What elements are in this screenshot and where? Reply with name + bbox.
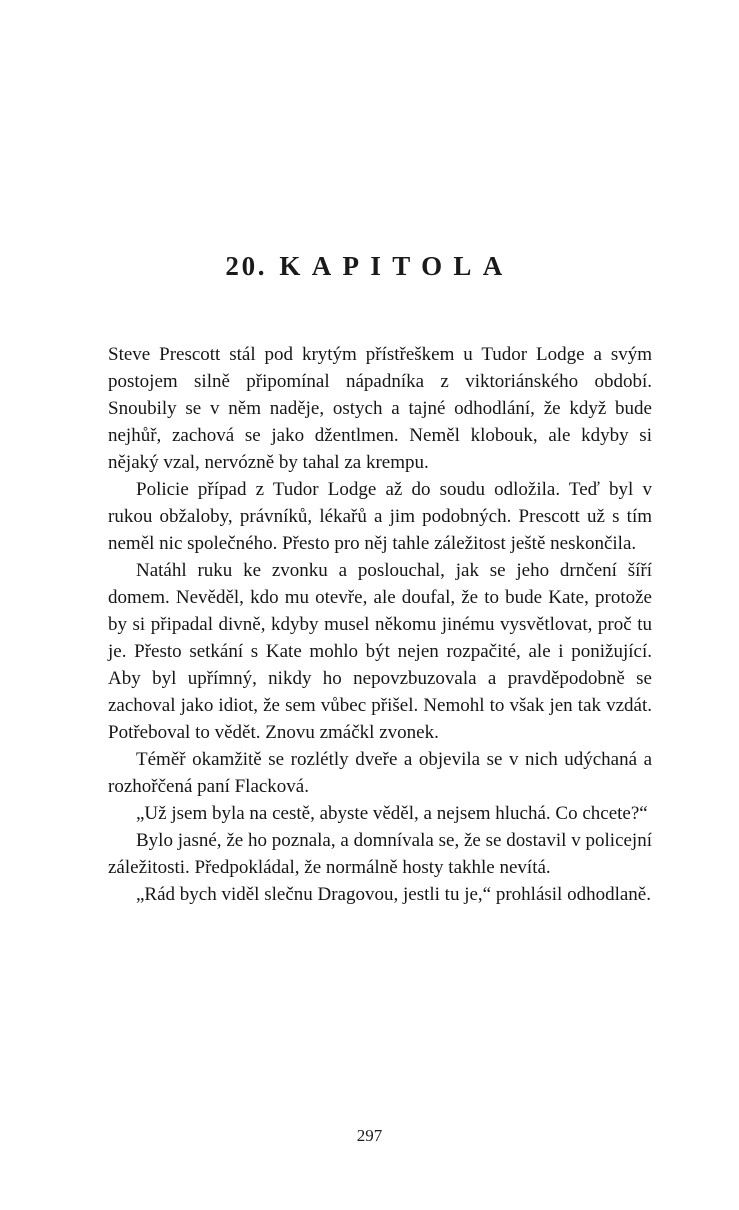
chapter-number: 20. bbox=[225, 251, 268, 281]
paragraph: „Rád bych viděl slečnu Dragovou, jestli tu je,“ prohlásil odhodlaně. bbox=[136, 884, 651, 905]
chapter-title bbox=[0, 251, 739, 282]
body-text bbox=[108, 341, 652, 908]
paragraph: Policie případ z Tudor Lodge až do soudu odložila. Teď byl v rukou obžaloby, právníků, lékařů a jim podobných. Prescott už s tím neměl nic společného. Přesto pro něj tahle záležitost ještě neskončila. bbox=[108, 479, 652, 554]
paragraph: Téměř okamžitě se rozlétly dveře a objevila se v nich udýchaná a rozhořčená paní Flacková. bbox=[108, 749, 652, 797]
paragraph: Steve Prescott stál pod krytým přístřeškem u Tudor Lodge a svým postojem silně připomínal nápadníka z viktoriánského období. Snoubily se v něm naděje, ostych a tajné odhodlání, že když bude nejhůř, zachová se jako džentlmen. Neměl klobouk, ale kdyby si nějaký vzal, nervózně by tahal za krempu. bbox=[108, 344, 652, 473]
chapter-word: KAPITOLA bbox=[279, 251, 514, 281]
paragraph: „Už jsem byla na cestě, abyste věděl, a nejsem hluchá. Co chcete?“ bbox=[136, 803, 648, 824]
paragraph: Natáhl ruku ke zvonku a poslouchal, jak se jeho drnčení šíří domem. Nevěděl, kdo mu otevře, ale doufal, že to bude Kate, protože by si připadal divně, kdyby musel někomu jinému vysvětlovat, proč tu je. Přesto setkání s Kate mohlo být nejen rozpačité, ale i ponižující. Aby byl upřímný, nikdy ho nepovzbuzovala a pravděpodobně se zachoval jako idiot, že sem vůbec přišel. Nemohl to však jen tak vzdát. Potřeboval to vědět. Znovu zmáčkl zvonek. bbox=[108, 560, 652, 743]
paragraph: Bylo jasné, že ho poznala, a domnívala se, že se dostavil v policejní záležitosti. Předpokládal, že normálně hosty takhle nevítá. bbox=[108, 830, 652, 878]
page-number: 297 bbox=[356, 1126, 383, 1145]
